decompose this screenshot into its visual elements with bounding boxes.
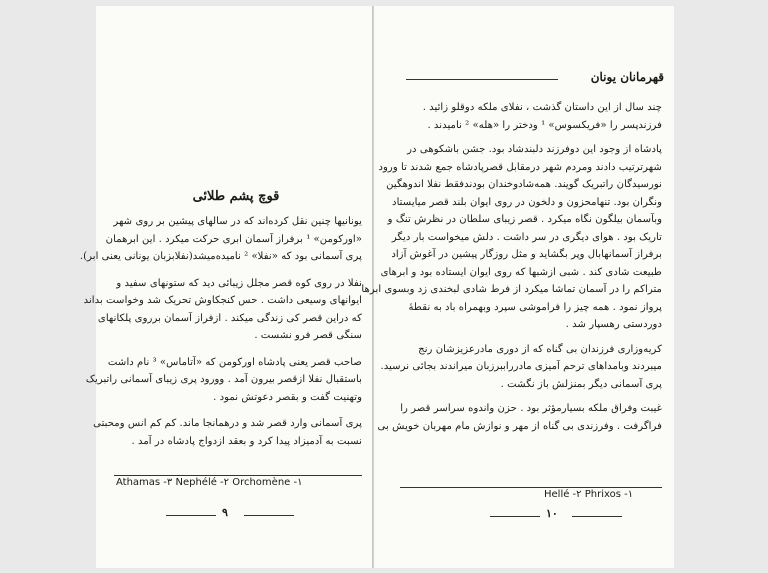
text-line: چند سال از این داستان گذشت ، نفلای ملکه دوقلو زائید .: [422, 102, 662, 113]
text-line: پرواز نمود . همه چیز را فراموشی سپرد وبهمراه باد به نقطهٔ: [408, 301, 662, 313]
text-line: یونانیها چنین نقل کرده‌اند که در سالهای پیشین بر روی شهر: [113, 216, 362, 227]
right-footnotes: Hellé -۲ Phrixos -۱: [544, 489, 634, 500]
paragraph: [93, 415, 362, 450]
text-line: سنگی قصر فرو نشست .: [254, 330, 362, 341]
text-line: نورسیدگان راتبریک گویند. همه‌شادوخندان بودندفقط نفلا اندوهگین: [386, 179, 662, 190]
text-line: باستقبال نفلا ازقصر بیرون آمد . وورود پری زیبای آسمانی راتبریک: [85, 374, 362, 385]
running-head: قهرمانان یونان: [558, 70, 664, 84]
text-line: برفراز آسمانهابال وپر بگشاید و مثل روزگار پیشین در آغوش آزاد: [391, 249, 662, 260]
text-line: طبیعت شادی کند . شبی ازشبها که روی ایوان ایستاده بود و ابرهای: [380, 266, 662, 278]
text-line: متراکم را در آسمان تماشا میکرد از فرط شادی لبخندی زد وبسوی ابرها: [361, 284, 662, 295]
paragraph: [79, 213, 362, 266]
page-number-rule-left: [166, 515, 216, 516]
page-number-rule-right: [244, 515, 294, 516]
paragraph: [400, 99, 662, 134]
text-line: وبآسمان بیلگون نگاه میکرد . قصر زیبای سلطان در نظرش تنگ و: [387, 214, 662, 225]
text-line: صاحب قصر یعنی پادشاه اورکومن که «آتاماس» ³ نام داشت: [107, 356, 362, 368]
text-line: «اورکومن» ¹ برفراز آسمان ابری حرکت میکرد . این ابرهمان: [105, 233, 362, 245]
text-line: پری آسمانی وارد قصر شد و درهمانجا ماند. کم کم انس ومحبتی: [93, 418, 362, 429]
page-number-rule-left: [490, 516, 540, 517]
text-line: شهرترتیب دادند ومردم شهر درمقابل قصرپادشاه جمع شدند تا ورود: [378, 161, 662, 173]
text-line: کریه‌وزاری فرزندان بی گناه که از دوری مادرعزیزشان رنج: [418, 343, 662, 355]
text-line: پادشاه از وجود این دوفرزند دلبندشاد بود. جشن باشکوهی در: [407, 144, 662, 155]
text-line: ایوانهای وسیعی داشت . حس کنجکاوش تحریک شد وخواست بداند: [83, 295, 362, 306]
page-number-rule-right: [572, 516, 622, 517]
text-line: غیبت وفراق ملکه بسیارمؤثر بود . حزن واندوه سراسر قصر را: [400, 403, 662, 414]
left-page-number: ۹: [222, 506, 228, 519]
left-page: [79, 6, 372, 568]
text-line: ونگران بود. تنهامحزون و دلخون در روی ایوان بلند قصر میایستاد: [392, 196, 662, 208]
right-page-body: [361, 99, 662, 435]
chapter-title: قوچ پشم طلائی: [192, 189, 280, 204]
footnote-rule: [400, 487, 662, 488]
text-line: که دراین قصر کی زندگی میکند . ازفراز آسمان برروی پلکانهای: [97, 312, 362, 324]
paragraph: [85, 354, 362, 407]
right-page-number: ۱۰: [546, 507, 558, 520]
text-line: نفلا در روی کوه قصر مجلل زیبائی دید که ستونهای سفید و: [116, 277, 362, 289]
text-line: نسبت به آدمیزاد پیدا کرد و بعقد ازدواج پادشاه در آمد .: [131, 435, 362, 447]
text-line: پری آسمانی بود که «نفلا» ² نامیده‌میشد(نفلابزبان یونانی یعنی ابر).: [79, 251, 362, 262]
text-line: تاریک بود . هوای دیگری در سر داشت . دلش میخواست بار دیگر: [391, 231, 662, 243]
text-line: پری آسمانی دیگر بمنزلش باز نگشت .: [500, 378, 662, 390]
paragraph: [83, 275, 362, 345]
left-page-body: [79, 213, 362, 450]
paragraph: [377, 400, 662, 435]
text-line: فرزندپسر را «فریکسوس» ¹ ودختر را «هله» ² نامیدند .: [427, 119, 662, 131]
left-footnotes: Athamas -۳ Nephélé -۲ Orchomène -۱: [116, 477, 303, 488]
paragraph: [380, 341, 662, 394]
footnote-rule: [114, 475, 362, 476]
paragraph: [361, 141, 662, 334]
text-line: میبردند وبامداهای ترحم آمیزی مادرراببرزبان میراندند بجائی نرسید.: [380, 361, 662, 372]
text-line: دوردستی رهسپار شد .: [565, 319, 662, 330]
text-line: وتهنیت گفت و بقصر دعوتش نمود .: [213, 391, 362, 403]
text-line: فراگرفت . وفرزندی بی گناه از مهر و نوازش مام مهربان خویش بی: [377, 420, 662, 432]
right-page: [361, 6, 674, 568]
